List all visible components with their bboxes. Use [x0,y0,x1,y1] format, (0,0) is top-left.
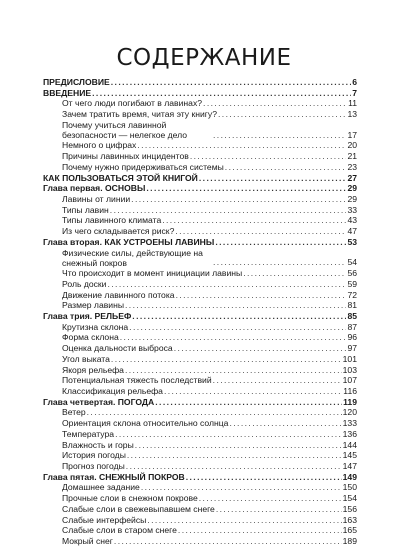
dot-leader [213,375,342,386]
toc-page-number: 136 [342,428,357,439]
toc-entry-title: Глава четвертая. ПОГОДА [43,396,155,407]
toc-entry-title: Температура [62,428,115,439]
toc-entry [43,98,357,109]
dot-leader [225,162,347,173]
dot-leader [186,472,342,483]
toc-page-number: 163 [342,514,357,525]
toc-entry-title: Глава вторая. КАК УСТРОЕНЫ ЛАВИНЫ [43,236,215,247]
toc-entry-title: Роль доски [62,278,107,289]
toc-entry-title: Причины лавинных инцидентов [62,151,189,162]
toc-page-number: 147 [342,461,357,471]
toc-page-number: 43 [347,215,357,226]
toc-section-entry [43,173,357,184]
toc-entry-title: Потенциальная тяжесть последствий [62,375,212,386]
toc-entry [43,162,357,173]
toc-entry-title: Влажность и горы [62,439,134,450]
toc-page-number: 145 [342,450,357,461]
dot-leader [178,525,342,536]
toc-entry-title: Ориентация склона относительно солнца [62,418,229,429]
toc-entry-title: Классификация рельефа [62,385,163,396]
dot-leader [125,300,346,311]
dot-leader [137,140,346,151]
toc-entry-title: Движение лавинного потока [62,289,175,300]
toc-entry-title: Физические силы, действующие на снежный покров [62,247,203,268]
toc-entry [43,418,357,429]
toc-entry-title: Лавины от линии [62,193,131,204]
toc-entry-title: Домашнее задание [62,482,140,493]
toc-entry-title: Почему учиться лавинной безопасности — нелегкое дело [62,119,188,141]
toc-page-number: 103 [342,364,357,375]
toc-entry [43,226,357,237]
toc-entry-title: Ветер [62,407,86,418]
toc-entry [43,343,357,354]
toc-section-entry [43,183,357,194]
toc-entry-title: Прочные слои в снежном покрове [62,493,198,504]
dot-leader [215,237,346,248]
toc-page-number: 59 [347,278,357,289]
dot-leader [111,77,351,88]
toc-page-number: 87 [347,321,357,332]
dot-leader [174,343,347,354]
toc-entry [43,482,357,493]
dot-leader [213,257,346,268]
toc-entry [43,461,357,472]
toc-entry-title: Почему нужно придерживаться системы [62,161,224,172]
toc-section-entry [43,237,357,248]
toc-entry [43,440,357,451]
toc-entry [43,322,357,333]
toc-entry [43,194,357,205]
dot-leader [164,386,342,397]
dot-leader [120,332,347,343]
toc-page-number: 120 [342,407,357,418]
dot-leader [213,130,346,141]
toc-entry [43,120,357,141]
dot-leader [126,461,342,472]
toc-page-number: 53 [347,236,357,247]
dot-leader [132,311,346,322]
toc-page-number: 54 [347,257,357,268]
toc-page-number: 33 [347,204,357,215]
toc-entry [43,515,357,526]
toc-page-number: 72 [347,289,357,300]
dot-leader [243,268,346,279]
toc-page-number: 97 [347,343,357,354]
toc-entry [43,205,357,216]
dot-leader [114,536,342,547]
toc-entry [43,450,357,461]
toc-entry [43,365,357,376]
toc-entry-title: ПРЕДИСЛОВИЕ [43,77,110,87]
toc-page-number: 154 [342,493,357,504]
toc-section-entry [43,88,357,99]
toc-entry-title: История погоды [62,450,126,461]
toc-section-entry [43,311,357,322]
toc-entry [43,140,357,151]
toc-page-number: 144 [342,439,357,450]
dot-leader [203,98,347,109]
dot-leader [146,183,346,194]
dot-leader [127,450,342,461]
dot-leader [92,88,351,99]
dot-leader [115,429,342,440]
toc-entry-title: Слабые слои в свежевыпавшем снеге [62,503,215,514]
toc-entry [43,354,357,365]
dot-leader [199,173,347,184]
toc-entry-title: Зачем тратить время, читая эту книгу? [62,109,218,120]
dot-leader [125,365,342,376]
toc-page-number: 133 [342,418,357,429]
dot-leader [155,397,342,408]
toc-page-number: 56 [347,268,357,279]
toc-page-number: 85 [347,310,357,321]
toc-entry [43,279,357,290]
dot-leader [131,194,346,205]
dot-leader [199,493,342,504]
toc-entry-title: Мокрый снег [62,536,113,547]
toc-page-number: 17 [347,129,357,140]
toc-entry-title: Форма склона [62,332,119,343]
toc-page-number: 96 [347,332,357,343]
dot-leader [129,322,346,333]
toc-page-number: 23 [347,161,357,172]
toc-entry [43,300,357,311]
toc-entry-title: Угол выката [62,353,110,364]
toc-entry-title: Слабые интерфейсы [62,514,147,525]
toc-entry [43,525,357,536]
toc-entry [43,215,357,226]
toc-page-number: 116 [343,385,357,396]
dot-leader [147,515,341,526]
toc-entry [43,504,357,515]
dot-leader [111,354,342,365]
dot-leader [107,279,346,290]
page-title: СОДЕРЖАНИЕ [116,45,292,71]
toc-entry-title: Глава пятая. СНЕЖНЫЙ ПОКРОВ [43,471,185,482]
toc-entry [43,332,357,343]
toc-section-entry [43,77,357,88]
toc-entry-title: Что происходит в момент инициации лавины [62,268,243,279]
dot-leader [87,407,342,418]
toc-page-number: 119 [343,396,357,407]
toc-section-entry [43,472,357,483]
toc-page-number: 13 [347,109,357,120]
toc-page-number: 29 [347,193,357,204]
toc-entry [43,407,357,418]
toc-entry [43,268,357,279]
toc-entry [43,536,357,547]
toc-page-number: 189 [342,536,357,547]
toc-entry-title: Размер лавины [62,300,125,311]
toc-entry-title: Якоря рельефа [62,364,124,375]
toc-page-number: 107 [342,375,357,386]
toc-page-number: 7 [352,87,357,98]
dot-leader [162,215,346,226]
toc-page-number: 11 [348,98,357,109]
dot-leader [229,418,341,429]
table-of-contents [43,77,357,547]
toc-entry-title: Крутизна склона [62,321,129,332]
toc-page-number: 20 [347,140,357,151]
toc-entry [43,493,357,504]
toc-page-number: 21 [347,151,357,162]
toc-page-number: 150 [342,482,357,493]
toc-page-number: 29 [347,183,357,194]
toc-entry-title: Глава трия. РЕЛЬЕФ [43,310,132,321]
toc-entry [43,290,357,301]
toc-entry-title: КАК ПОЛЬЗОВАТЬСЯ ЭТОЙ КНИГОЙ [43,172,198,183]
dot-leader [190,151,347,162]
toc-page-number: 149 [342,471,357,482]
toc-entry-title: Оценка дальности выброса [62,343,173,354]
toc-page-number: 27 [347,172,357,183]
toc-entry-title: Из чего складывается риск? [62,226,175,237]
toc-entry-title: Слабые слои в старом снеге [62,525,177,536]
toc-page-number: 101 [342,353,357,364]
toc-entry [43,109,357,120]
dot-leader [110,205,347,216]
toc-entry [43,151,357,162]
dot-leader [135,440,342,451]
toc-entry-title: Типы лавинного климата [62,215,162,226]
toc-entry-title: Немного о цифрах [62,140,137,151]
toc-entry-title: ВВЕДЕНИЕ [43,87,92,98]
dot-leader [218,109,346,120]
dot-leader [141,482,342,493]
toc-page-number: 81 [347,300,357,311]
toc-entry [43,375,357,386]
toc-entry-title: Прогноз погоды [62,461,125,471]
toc-entry-title: Типы лавин [62,204,109,215]
toc-entry [43,248,357,269]
toc-entry [43,386,357,397]
toc-page-number: 156 [342,503,357,514]
toc-entry [43,429,357,440]
dot-leader [176,290,347,301]
toc-page-number: 165 [342,525,357,536]
dot-leader [216,504,342,515]
toc-entry-title: Глава первая. ОСНОВЫ [43,183,146,194]
toc-section-entry [43,397,357,408]
dot-leader [175,226,346,237]
toc-page-number: 47 [347,226,357,237]
toc-page-number: 6 [352,77,357,87]
toc-entry-title: От чего люди погибают в лавинах? [62,98,203,109]
